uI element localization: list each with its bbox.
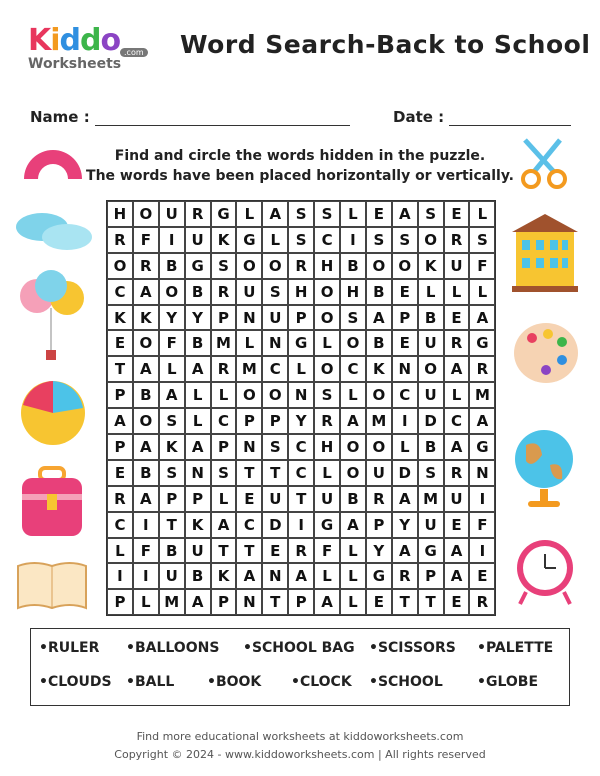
grid-cell[interactable]: I xyxy=(133,563,159,589)
word-item: • SCISSORS xyxy=(369,640,456,656)
grid-cell[interactable]: L xyxy=(340,382,366,408)
grid-cell[interactable]: R xyxy=(211,279,237,305)
word-item: • BALL xyxy=(126,674,175,690)
logo-text: Kiddo xyxy=(28,23,121,58)
grid-cell[interactable]: G xyxy=(288,330,314,356)
grid-cell[interactable]: R xyxy=(444,460,470,486)
grid-cell[interactable]: L xyxy=(288,356,314,382)
grid-cell[interactable]: I xyxy=(392,408,418,434)
grid-cell[interactable]: F xyxy=(133,538,159,564)
grid-cell[interactable]: T xyxy=(262,589,288,615)
grid-cell[interactable]: G xyxy=(366,563,392,589)
grid-cell[interactable]: I xyxy=(133,512,159,538)
grid-cell[interactable]: U xyxy=(262,305,288,331)
grid-cell[interactable]: H xyxy=(288,279,314,305)
grid-cell[interactable]: O xyxy=(392,253,418,279)
grid-cell[interactable]: R xyxy=(211,356,237,382)
grid-cell[interactable]: L xyxy=(444,279,470,305)
grid-cell[interactable]: C xyxy=(107,512,133,538)
book-icon xyxy=(16,558,88,612)
grid-cell[interactable]: F xyxy=(133,227,159,253)
grid-cell[interactable]: S xyxy=(418,201,444,227)
word-item: • RULER xyxy=(39,640,100,656)
grid-cell[interactable]: N xyxy=(262,330,288,356)
grid-cell[interactable]: O xyxy=(418,356,444,382)
name-field[interactable] xyxy=(30,108,350,126)
grid-cell[interactable]: M xyxy=(469,382,495,408)
grid-cell[interactable]: B xyxy=(133,460,159,486)
grid-cell[interactable]: A xyxy=(392,486,418,512)
grid-cell[interactable]: L xyxy=(107,538,133,564)
grid-cell[interactable]: B xyxy=(366,330,392,356)
grid-cell[interactable]: Y xyxy=(185,305,211,331)
grid-cell[interactable]: O xyxy=(262,253,288,279)
grid-cell[interactable]: O xyxy=(340,434,366,460)
grid-cell[interactable]: P xyxy=(211,589,237,615)
grid-cell[interactable]: B xyxy=(159,538,185,564)
grid-cell[interactable]: B xyxy=(133,382,159,408)
grid-cell[interactable]: I xyxy=(469,538,495,564)
balloons-icon xyxy=(15,268,90,363)
grid-cell[interactable]: A xyxy=(159,382,185,408)
grid-cell[interactable]: C xyxy=(288,434,314,460)
grid-cell[interactable]: K xyxy=(211,563,237,589)
grid-cell[interactable]: L xyxy=(340,201,366,227)
grid-cell[interactable]: U xyxy=(314,486,340,512)
clouds-icon xyxy=(12,205,94,253)
word-item: • PALETTE xyxy=(477,640,554,656)
grid-cell[interactable]: F xyxy=(469,512,495,538)
grid-cell[interactable]: S xyxy=(314,201,340,227)
instruction-line: Find and circle the words hidden in the puzzle. xyxy=(114,148,486,164)
grid-cell[interactable]: U xyxy=(444,486,470,512)
grid-cell[interactable]: O xyxy=(159,279,185,305)
grid-cell[interactable]: E xyxy=(107,330,133,356)
grid-cell[interactable]: M xyxy=(211,330,237,356)
grid-cell[interactable]: L xyxy=(469,201,495,227)
grid-cell[interactable]: B xyxy=(159,253,185,279)
word-item: • SCHOOL BAG xyxy=(243,640,355,656)
footer-line: Find more educational worksheets at kiddoworksheets.com xyxy=(136,730,464,743)
word-search-grid[interactable] xyxy=(106,200,496,616)
grid-cell[interactable]: B xyxy=(185,279,211,305)
grid-cell[interactable]: S xyxy=(366,227,392,253)
grid-cell[interactable]: O xyxy=(236,253,262,279)
grid-cell[interactable]: N xyxy=(392,356,418,382)
grid-cell[interactable]: R xyxy=(107,227,133,253)
grid-cell[interactable]: S xyxy=(288,201,314,227)
word-item: • GLOBE xyxy=(477,674,539,690)
grid-cell[interactable]: C xyxy=(262,356,288,382)
grid-cell[interactable]: R xyxy=(314,408,340,434)
grid-cell[interactable]: P xyxy=(288,305,314,331)
grid-cell[interactable]: S xyxy=(469,227,495,253)
logo-com: .com xyxy=(120,48,148,57)
school-bag-icon xyxy=(20,466,84,538)
grid-cell[interactable]: H xyxy=(314,253,340,279)
grid-cell[interactable]: U xyxy=(159,563,185,589)
date-field[interactable] xyxy=(393,108,571,126)
grid-cell[interactable]: C xyxy=(392,382,418,408)
grid-cell[interactable]: A xyxy=(444,434,470,460)
grid-cell[interactable]: P xyxy=(211,305,237,331)
grid-cell[interactable]: P xyxy=(262,408,288,434)
grid-cell[interactable]: C xyxy=(236,512,262,538)
grid-cell[interactable]: P xyxy=(288,589,314,615)
grid-cell[interactable]: E xyxy=(469,563,495,589)
grid-cell[interactable]: H xyxy=(340,279,366,305)
date-label: Date : xyxy=(393,108,445,126)
grid-cell[interactable]: P xyxy=(392,305,418,331)
grid-cell[interactable]: M xyxy=(159,589,185,615)
grid-cell[interactable]: K xyxy=(133,305,159,331)
grid-cell[interactable]: N xyxy=(185,460,211,486)
name-label: Name : xyxy=(30,108,90,126)
grid-cell[interactable]: S xyxy=(262,434,288,460)
logo-subtext: Worksheets xyxy=(28,56,122,72)
grid-cell[interactable]: P xyxy=(236,408,262,434)
grid-cell[interactable]: D xyxy=(262,512,288,538)
grid-cell[interactable]: C xyxy=(107,279,133,305)
grid-cell[interactable]: B xyxy=(418,305,444,331)
grid-cell[interactable]: O xyxy=(133,330,159,356)
grid-cell[interactable]: A xyxy=(133,434,159,460)
grid-cell[interactable]: O xyxy=(314,279,340,305)
grid-cell[interactable]: O xyxy=(366,253,392,279)
grid-cell[interactable]: E xyxy=(262,538,288,564)
grid-cell[interactable]: E xyxy=(366,201,392,227)
grid-cell[interactable]: L xyxy=(185,408,211,434)
grid-cell[interactable]: R xyxy=(392,563,418,589)
grid-cell[interactable]: U xyxy=(444,253,470,279)
grid-cell[interactable]: M xyxy=(418,486,444,512)
grid-cell[interactable]: M xyxy=(366,408,392,434)
grid-cell[interactable]: D xyxy=(392,460,418,486)
grid-cell[interactable]: U xyxy=(418,330,444,356)
grid-cell[interactable]: S xyxy=(159,408,185,434)
word-item: • CLOUDS xyxy=(39,674,112,690)
grid-cell[interactable]: Y xyxy=(366,538,392,564)
grid-cell[interactable]: S xyxy=(211,460,237,486)
grid-cell[interactable]: A xyxy=(211,512,237,538)
grid-cell[interactable]: R xyxy=(444,227,470,253)
grid-cell[interactable]: R xyxy=(185,201,211,227)
grid-cell[interactable]: O xyxy=(366,382,392,408)
grid-cell[interactable]: A xyxy=(314,589,340,615)
grid-cell[interactable]: L xyxy=(236,201,262,227)
grid-cell[interactable]: O xyxy=(314,356,340,382)
grid-cell[interactable]: P xyxy=(418,563,444,589)
grid-cell[interactable]: G xyxy=(314,512,340,538)
grid-cell[interactable]: P xyxy=(107,382,133,408)
grid-cell[interactable]: T xyxy=(236,538,262,564)
grid-cell[interactable]: G xyxy=(185,253,211,279)
grid-cell[interactable]: L xyxy=(444,382,470,408)
grid-cell[interactable]: L xyxy=(314,330,340,356)
grid-cell[interactable]: A xyxy=(236,563,262,589)
grid-cell[interactable]: O xyxy=(107,253,133,279)
grid-cell[interactable]: L xyxy=(314,460,340,486)
grid-cell[interactable]: A xyxy=(444,538,470,564)
grid-cell[interactable]: L xyxy=(185,382,211,408)
grid-cell[interactable]: L xyxy=(133,589,159,615)
word-item: • SCHOOL xyxy=(369,674,443,690)
grid-cell[interactable]: A xyxy=(392,201,418,227)
grid-cell[interactable]: T xyxy=(288,486,314,512)
grid-cell[interactable]: I xyxy=(288,512,314,538)
grid-cell[interactable]: B xyxy=(340,253,366,279)
grid-cell[interactable]: R xyxy=(444,330,470,356)
grid-cell[interactable]: Y xyxy=(392,512,418,538)
grid-cell[interactable]: E xyxy=(392,279,418,305)
grid-cell[interactable]: S xyxy=(262,279,288,305)
grid-cell[interactable]: H xyxy=(314,434,340,460)
grid-cell[interactable]: B xyxy=(418,434,444,460)
grid-cell[interactable]: A xyxy=(469,408,495,434)
grid-cell[interactable]: U xyxy=(366,460,392,486)
grid-cell[interactable]: A xyxy=(444,356,470,382)
grid-cell[interactable]: N xyxy=(262,563,288,589)
grid-cell[interactable]: A xyxy=(340,512,366,538)
grid-cell[interactable]: F xyxy=(314,538,340,564)
grid-cell[interactable]: A xyxy=(133,356,159,382)
grid-cell[interactable]: N xyxy=(288,382,314,408)
grid-cell[interactable]: E xyxy=(366,589,392,615)
grid-cell[interactable]: R xyxy=(366,486,392,512)
grid-cell[interactable]: E xyxy=(444,201,470,227)
grid-cell[interactable]: L xyxy=(211,382,237,408)
grid-cell[interactable]: K xyxy=(159,434,185,460)
grid-cell[interactable]: M xyxy=(236,356,262,382)
grid-cell[interactable]: Y xyxy=(288,408,314,434)
grid-cell[interactable]: U xyxy=(262,486,288,512)
grid-cell[interactable]: G xyxy=(236,227,262,253)
grid-cell[interactable]: R xyxy=(133,253,159,279)
grid-cell[interactable]: B xyxy=(366,279,392,305)
grid-cell[interactable]: O xyxy=(236,382,262,408)
logo xyxy=(28,23,153,76)
grid-cell[interactable]: L xyxy=(418,279,444,305)
grid-cell[interactable]: H xyxy=(107,201,133,227)
grid-cell[interactable]: A xyxy=(288,563,314,589)
grid-cell[interactable]: D xyxy=(418,408,444,434)
grid-cell[interactable]: S xyxy=(211,253,237,279)
grid-cell[interactable]: Y xyxy=(159,305,185,331)
grid-cell[interactable]: S xyxy=(418,460,444,486)
grid-cell[interactable]: P xyxy=(211,434,237,460)
grid-cell[interactable]: O xyxy=(133,408,159,434)
grid-cell[interactable]: K xyxy=(418,253,444,279)
grid-cell[interactable]: E xyxy=(392,330,418,356)
grid-cell[interactable]: P xyxy=(107,589,133,615)
grid-cell[interactable]: C xyxy=(211,408,237,434)
alarm-clock-icon xyxy=(512,530,578,608)
word-item: • BALLOONS xyxy=(126,640,220,656)
grid-cell[interactable]: U xyxy=(418,512,444,538)
word-item: • BOOK xyxy=(207,674,262,690)
grid-cell[interactable]: R xyxy=(288,538,314,564)
grid-cell[interactable]: U xyxy=(185,538,211,564)
grid-cell[interactable]: S xyxy=(288,227,314,253)
grid-cell[interactable]: G xyxy=(469,330,495,356)
grid-cell[interactable]: T xyxy=(211,538,237,564)
grid-cell[interactable]: B xyxy=(340,486,366,512)
grid-cell[interactable]: U xyxy=(185,227,211,253)
grid-cell[interactable]: K xyxy=(366,356,392,382)
grid-cell[interactable]: C xyxy=(288,460,314,486)
grid-cell[interactable]: O xyxy=(340,330,366,356)
grid-cell[interactable]: S xyxy=(340,305,366,331)
grid-cell[interactable]: L xyxy=(211,486,237,512)
grid-cell[interactable]: A xyxy=(469,305,495,331)
grid-cell[interactable]: L xyxy=(340,589,366,615)
grid-cell[interactable]: A xyxy=(133,486,159,512)
grid-cell[interactable]: L xyxy=(262,227,288,253)
instructions xyxy=(80,146,520,186)
grid-cell[interactable]: I xyxy=(159,227,185,253)
globe-icon xyxy=(512,425,578,510)
grid-cell[interactable]: L xyxy=(314,563,340,589)
grid-cell[interactable]: P xyxy=(185,486,211,512)
grid-cell[interactable]: B xyxy=(185,563,211,589)
grid-cell[interactable]: K xyxy=(211,227,237,253)
grid-cell[interactable]: R xyxy=(469,589,495,615)
scissors-icon xyxy=(515,135,575,190)
grid-cell[interactable]: P xyxy=(159,486,185,512)
beach-ball-icon xyxy=(20,380,86,446)
grid-cell[interactable]: U xyxy=(159,201,185,227)
grid-cell[interactable]: A xyxy=(262,201,288,227)
grid-cell[interactable]: A xyxy=(444,563,470,589)
grid-cell[interactable]: E xyxy=(107,460,133,486)
grid-cell[interactable]: E xyxy=(444,589,470,615)
grid-cell[interactable]: A xyxy=(366,305,392,331)
grid-cell[interactable]: T xyxy=(236,460,262,486)
grid-cell[interactable]: E xyxy=(444,512,470,538)
grid-cell[interactable]: I xyxy=(107,563,133,589)
grid-cell[interactable]: P xyxy=(366,512,392,538)
grid-cell[interactable]: N xyxy=(236,589,262,615)
grid-cell[interactable]: E xyxy=(444,305,470,331)
grid-cell[interactable]: I xyxy=(340,227,366,253)
grid-cell[interactable]: N xyxy=(469,460,495,486)
grid-cell[interactable]: N xyxy=(236,305,262,331)
word-bank xyxy=(30,628,570,706)
school-building-icon xyxy=(510,212,580,294)
grid-cell[interactable]: L xyxy=(392,434,418,460)
grid-cell[interactable]: A xyxy=(340,408,366,434)
grid-cell[interactable]: A xyxy=(392,538,418,564)
grid-cell[interactable]: F xyxy=(469,253,495,279)
grid-cell[interactable]: O xyxy=(366,434,392,460)
grid-cell[interactable]: N xyxy=(236,434,262,460)
footer-copyright: Copyright © 2024 - www.kiddoworksheets.com | All rights reserved xyxy=(114,748,486,761)
grid-cell[interactable]: L xyxy=(340,538,366,564)
grid-cell[interactable]: I xyxy=(469,486,495,512)
grid-cell[interactable]: O xyxy=(418,227,444,253)
grid-cell[interactable]: A xyxy=(133,279,159,305)
word-item: • CLOCK xyxy=(291,674,352,690)
grid-cell[interactable]: T xyxy=(262,460,288,486)
grid-cell[interactable]: S xyxy=(392,227,418,253)
grid-cell[interactable]: F xyxy=(159,330,185,356)
grid-cell[interactable]: C xyxy=(314,227,340,253)
grid-cell[interactable]: G xyxy=(469,434,495,460)
grid-cell[interactable]: T xyxy=(159,512,185,538)
grid-cell[interactable]: B xyxy=(185,330,211,356)
grid-cell[interactable]: L xyxy=(236,330,262,356)
grid-cell[interactable]: T xyxy=(418,589,444,615)
grid-cell[interactable]: O xyxy=(340,460,366,486)
grid-cell[interactable]: L xyxy=(159,356,185,382)
grid-cell[interactable]: L xyxy=(340,563,366,589)
grid-cell[interactable]: A xyxy=(185,589,211,615)
footer xyxy=(0,728,600,764)
grid-cell[interactable]: U xyxy=(236,279,262,305)
grid-cell[interactable]: T xyxy=(107,356,133,382)
instruction-line: The words have been placed horizontally or vertically. xyxy=(86,168,514,184)
grid-cell[interactable]: S xyxy=(159,460,185,486)
grid-cell[interactable]: S xyxy=(314,382,340,408)
grid-cell[interactable]: A xyxy=(185,434,211,460)
page-title: Word Search-Back to School xyxy=(180,30,591,59)
grid-cell[interactable]: P xyxy=(107,434,133,460)
grid-cell[interactable]: K xyxy=(185,512,211,538)
grid-cell[interactable]: O xyxy=(262,382,288,408)
grid-cell[interactable]: C xyxy=(340,356,366,382)
grid-cell[interactable]: G xyxy=(211,201,237,227)
grid-cell[interactable]: O xyxy=(314,305,340,331)
grid-cell[interactable]: U xyxy=(418,382,444,408)
grid-cell[interactable]: R xyxy=(469,356,495,382)
grid-cell[interactable]: E xyxy=(236,486,262,512)
grid-cell[interactable]: K xyxy=(107,305,133,331)
grid-cell[interactable]: A xyxy=(107,408,133,434)
grid-cell[interactable]: R xyxy=(107,486,133,512)
grid-cell[interactable]: A xyxy=(185,356,211,382)
grid-cell[interactable]: R xyxy=(288,253,314,279)
grid-cell[interactable]: C xyxy=(444,408,470,434)
palette-icon xyxy=(512,320,580,386)
grid-cell[interactable]: L xyxy=(469,279,495,305)
grid-cell[interactable]: T xyxy=(392,589,418,615)
grid-cell[interactable]: G xyxy=(418,538,444,564)
grid-cell[interactable]: O xyxy=(133,201,159,227)
protractor-icon xyxy=(22,145,84,183)
